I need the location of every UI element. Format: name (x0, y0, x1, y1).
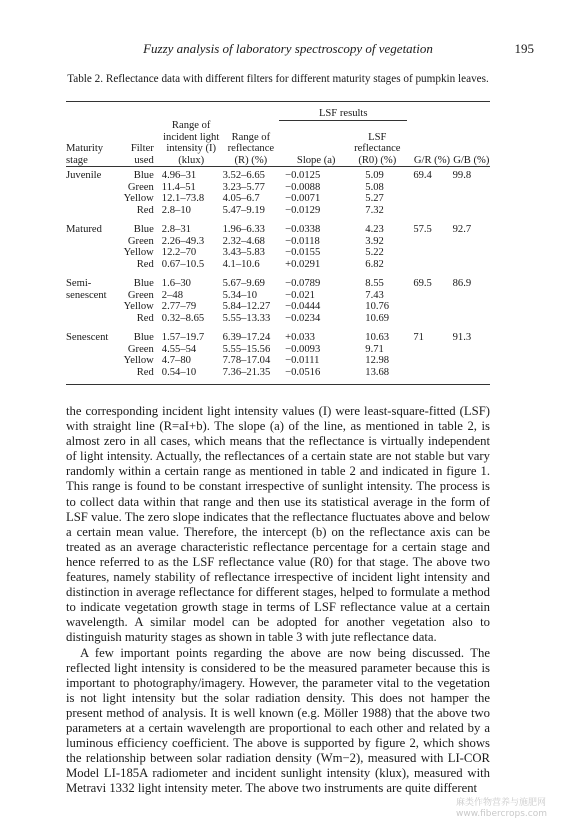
stage-cell: senescent (66, 289, 107, 301)
paragraph-1: the corresponding incident light intensity values (I) were least-square-fitted (LSF) with straight line (R=aI+b). The slope (a) of the line, as mentioned in table 2, is almost zero in all cases, which means that the reflectance is virtually independent of light intensity. Actually, the reflectances of a certain state are not stable but vary randomly within a certain range as mentioned in table 2 and indicated in figure 1. This range is found to be constant irrespective of sunlight intensity. The process is to collect data within that range and then use its statistical average in the form of LSF value. The zero slope indicates that the reflectance fluctuates above and below a certain mean value. Therefore, the intercept (b) on the reflectance axis can be treated as an average characteristic reflectance percentage for a certain stage and hence referred to as the LSF reflectance value (R0) for that stage. The above two features, namely stability of reflectance irrespective of incident light intensity and distinction in average reflectance for different stages, helped to formulate a method to indicate vegetation growth stage in terms of LSF reflectance value at a certain wavelength. A similar model can be adopted for another vegetation also to distinguish maturity stages as shown in table 3 with jute reflectance data. (66, 404, 490, 645)
reflectance-cell: 1.96–6.33 (222, 224, 265, 235)
stage-cell: Semi- (66, 278, 92, 289)
slope-cell: −0.0088 (285, 181, 321, 193)
intensity-cell: 1.57–19.7 (161, 332, 205, 343)
intensity-cell: 0.67–10.5 (161, 258, 205, 270)
lsf-cell: 3.92 (365, 235, 384, 247)
slope-cell: −0.0234 (285, 312, 321, 324)
filter-cell: Red (136, 258, 154, 270)
gr-cell (407, 247, 450, 259)
gb-cell (451, 259, 490, 271)
filter-cell: Red (136, 204, 154, 216)
page-number: 195 (514, 41, 534, 56)
table-row (66, 324, 490, 344)
filter-cell: Blue (133, 278, 154, 289)
filter-cell: Green (127, 235, 154, 247)
intensity-cell: 12.2–70 (161, 247, 197, 258)
gb-cell: 92.7 (452, 224, 472, 235)
reflectance-cell: 4.1–10.6 (222, 258, 260, 270)
gb-cell (451, 290, 490, 302)
gb-cell: 99.8 (452, 170, 472, 181)
gr-cell (407, 313, 450, 325)
col-header-gb: G/B (%) (453, 154, 490, 166)
reflectance-cell: 3.52–6.65 (222, 170, 265, 181)
lsf-cell: 5.09 (365, 170, 384, 181)
reflectance-cell: 6.39–17.24 (222, 332, 271, 343)
slope-cell: −0.0789 (285, 278, 321, 289)
col-header-slope: Slope (a) (279, 120, 347, 167)
lsf-cell: 9.71 (365, 343, 384, 355)
gr-cell: 69.4 (413, 170, 432, 181)
filter-cell: Yellow (123, 355, 154, 366)
slope-cell: −0.0155 (285, 247, 321, 258)
table-row (66, 270, 490, 290)
lsf-cell: 12.98 (365, 355, 390, 366)
watermark: 麻类作物营养与施肥网 www.fibercrops.com (456, 798, 547, 819)
reflectance-cell: 5.55–13.33 (222, 312, 271, 324)
gb-cell (451, 313, 490, 325)
col-header-gr: G/R (%) (413, 154, 451, 166)
slope-cell: −0.021 (285, 289, 315, 301)
gb-cell (451, 247, 490, 259)
reflectance-cell: 5.67–9.69 (222, 278, 265, 289)
col-header-intensity: Range of incident light intensity (I) (klux) (163, 120, 220, 166)
gr-cell (407, 290, 450, 302)
intensity-cell: 2.8–31 (161, 224, 191, 235)
stage-cell (66, 236, 117, 248)
slope-cell: +0.033 (285, 332, 315, 343)
col-header-stage: Maturity stage (66, 143, 104, 166)
intensity-cell: 11.4–51 (161, 181, 196, 193)
filter-cell: Yellow (123, 301, 154, 312)
running-header (66, 41, 534, 59)
gr-cell (407, 301, 450, 313)
gb-cell (451, 301, 490, 313)
lsf-cell: 5.08 (365, 181, 384, 193)
gr-cell (407, 367, 450, 379)
table-row (66, 193, 490, 205)
slope-cell: −0.0118 (285, 235, 320, 247)
table-row (66, 313, 490, 325)
stage-cell (66, 313, 117, 325)
gr-cell: 57.5 (413, 224, 432, 235)
reflectance-cell: 7.78–17.04 (222, 355, 271, 366)
body-text (66, 404, 490, 796)
gr-cell (407, 182, 450, 194)
gr-cell: 71 (413, 332, 424, 343)
lsf-cell: 8.55 (365, 278, 384, 289)
lsf-cell: 7.43 (365, 289, 384, 301)
filter-cell: Green (127, 343, 154, 355)
slope-cell: −0.0071 (285, 193, 321, 204)
reflectance-cell: 7.36–21.35 (222, 366, 271, 378)
col-header-filter: Filter used (130, 143, 154, 166)
slope-cell: −0.0093 (285, 343, 321, 355)
lsf-cell: 10.63 (365, 332, 390, 343)
slope-cell: +0.0291 (285, 258, 321, 270)
gr-cell (407, 355, 450, 367)
table-row (66, 344, 490, 356)
slope-cell: −0.0129 (285, 204, 321, 216)
gr-cell (407, 236, 450, 248)
reflectance-cell: 3.23–5.77 (222, 181, 265, 193)
paragraph-2: A few important points regarding the above are now being discussed. The reflected light intensity is considered to be the measured parameter because this is important to photography/imagery. However, the parameter vital to the vegetation is not light intensity but the solar radiation density. This does not hamper the present method of analysis. It is well known (e.g. Möller 1988) that the above two parameters at a certain wavelength are proportional to each other and related by a luminous efficiency coefficient. The above is supported by figure 2, which shows the relationship between solar radiation density (Wm−2), measured with LI-COR Model LI-185A radiometer and incident sunlight intensity (klux), measured with Metravi 1332 light intensity meter. The above two instruments are quite different (66, 645, 490, 796)
stage-cell (66, 301, 117, 313)
filter-cell: Yellow (123, 193, 154, 204)
table-top-rule (66, 101, 490, 102)
filter-cell: Blue (133, 224, 154, 235)
lsf-cell: 13.68 (365, 366, 390, 378)
gb-cell (451, 367, 490, 379)
gr-cell: 69.5 (413, 278, 432, 289)
stage-cell (66, 247, 117, 259)
slope-cell: −0.0125 (285, 170, 321, 181)
table-row (66, 355, 490, 367)
gb-cell: 86.9 (452, 278, 472, 289)
gr-cell (407, 259, 450, 271)
lsf-cell: 4.23 (365, 224, 384, 235)
lsf-cell: 10.69 (365, 312, 390, 324)
table-caption: Table 2. Reflectance data with different filters for different maturity stages of pumpkin leaves. (67, 73, 489, 85)
stage-cell (66, 259, 117, 271)
gb-cell (451, 182, 490, 194)
table-row (66, 247, 490, 259)
intensity-cell: 2–48 (161, 289, 183, 301)
table-row (66, 182, 490, 194)
lsf-cell: 6.82 (365, 258, 384, 270)
filter-cell: Green (127, 181, 154, 193)
reflectance-cell: 5.84–12.27 (222, 301, 271, 312)
col-header-lsf: LSF reflectance (R0) (%) (347, 120, 407, 167)
reflectance-cell: 2.32–4.68 (222, 235, 265, 247)
slope-cell: −0.0338 (285, 224, 321, 235)
intensity-cell: 4.7–80 (161, 355, 191, 366)
gb-cell: 91.3 (452, 332, 472, 343)
intensity-cell: 0.32–8.65 (161, 312, 205, 324)
intensity-cell: 12.1–73.8 (161, 193, 205, 204)
gb-cell (451, 355, 490, 367)
filter-cell: Green (127, 289, 154, 301)
gb-cell (451, 236, 490, 248)
filter-cell: Yellow (123, 247, 154, 258)
intensity-cell: 2.8–10 (161, 204, 191, 216)
intensity-cell: 4.55–54 (161, 343, 197, 355)
table-row (66, 205, 490, 217)
filter-cell: Blue (133, 332, 154, 343)
lsf-cell: 5.22 (365, 247, 384, 258)
table-row (66, 301, 490, 313)
filter-cell: Red (136, 312, 154, 324)
gr-cell (407, 344, 450, 356)
gb-cell (451, 344, 490, 356)
lsf-cell: 5.27 (365, 193, 384, 204)
table-row (66, 236, 490, 248)
intensity-cell: 0.54–10 (161, 366, 197, 378)
intensity-cell: 2.77–79 (161, 301, 197, 312)
intensity-cell: 1.6–30 (161, 278, 191, 289)
stage-cell (66, 205, 117, 217)
reflectance-cell: 5.34–10 (222, 289, 258, 301)
stage-cell: Juvenile (66, 170, 102, 181)
slope-cell: −0.0444 (285, 301, 321, 312)
table-row (66, 367, 490, 379)
reflectance-cell: 5.55–15.56 (222, 343, 271, 355)
stage-cell (66, 344, 117, 356)
table-row (66, 170, 490, 182)
gr-cell (407, 193, 450, 205)
stage-cell (66, 182, 117, 194)
gb-cell (451, 205, 490, 217)
reflectance-cell: 5.47–9.19 (222, 204, 265, 216)
intensity-cell: 4.96–31 (161, 170, 197, 181)
table-row (66, 259, 490, 271)
stage-cell (66, 367, 117, 379)
stage-cell: Matured (66, 224, 102, 235)
stage-cell (66, 355, 117, 367)
running-title: Fuzzy analysis of laboratory spectroscopy of vegetation (143, 41, 433, 56)
table-row (66, 216, 490, 236)
table-body (66, 170, 490, 378)
reflectance-table (66, 108, 490, 385)
reflectance-cell: 3.43–5.83 (222, 247, 265, 258)
slope-cell: −0.0516 (285, 366, 321, 378)
col-header-reflectance: Range of reflectance (R) (%) (227, 131, 275, 166)
filter-cell: Blue (133, 170, 154, 181)
lsf-results-heading: LSF results (318, 108, 368, 119)
stage-cell (66, 193, 117, 205)
lsf-cell: 7.32 (365, 204, 384, 216)
gr-cell (407, 205, 450, 217)
table-row (66, 290, 490, 302)
gb-cell (451, 193, 490, 205)
slope-cell: −0.0111 (285, 355, 320, 366)
filter-cell: Red (136, 366, 154, 378)
lsf-cell: 10.76 (365, 301, 390, 312)
reflectance-cell: 4.05–6.7 (222, 193, 260, 204)
stage-cell: Senescent (66, 332, 109, 343)
intensity-cell: 2.26–49.3 (161, 235, 205, 247)
